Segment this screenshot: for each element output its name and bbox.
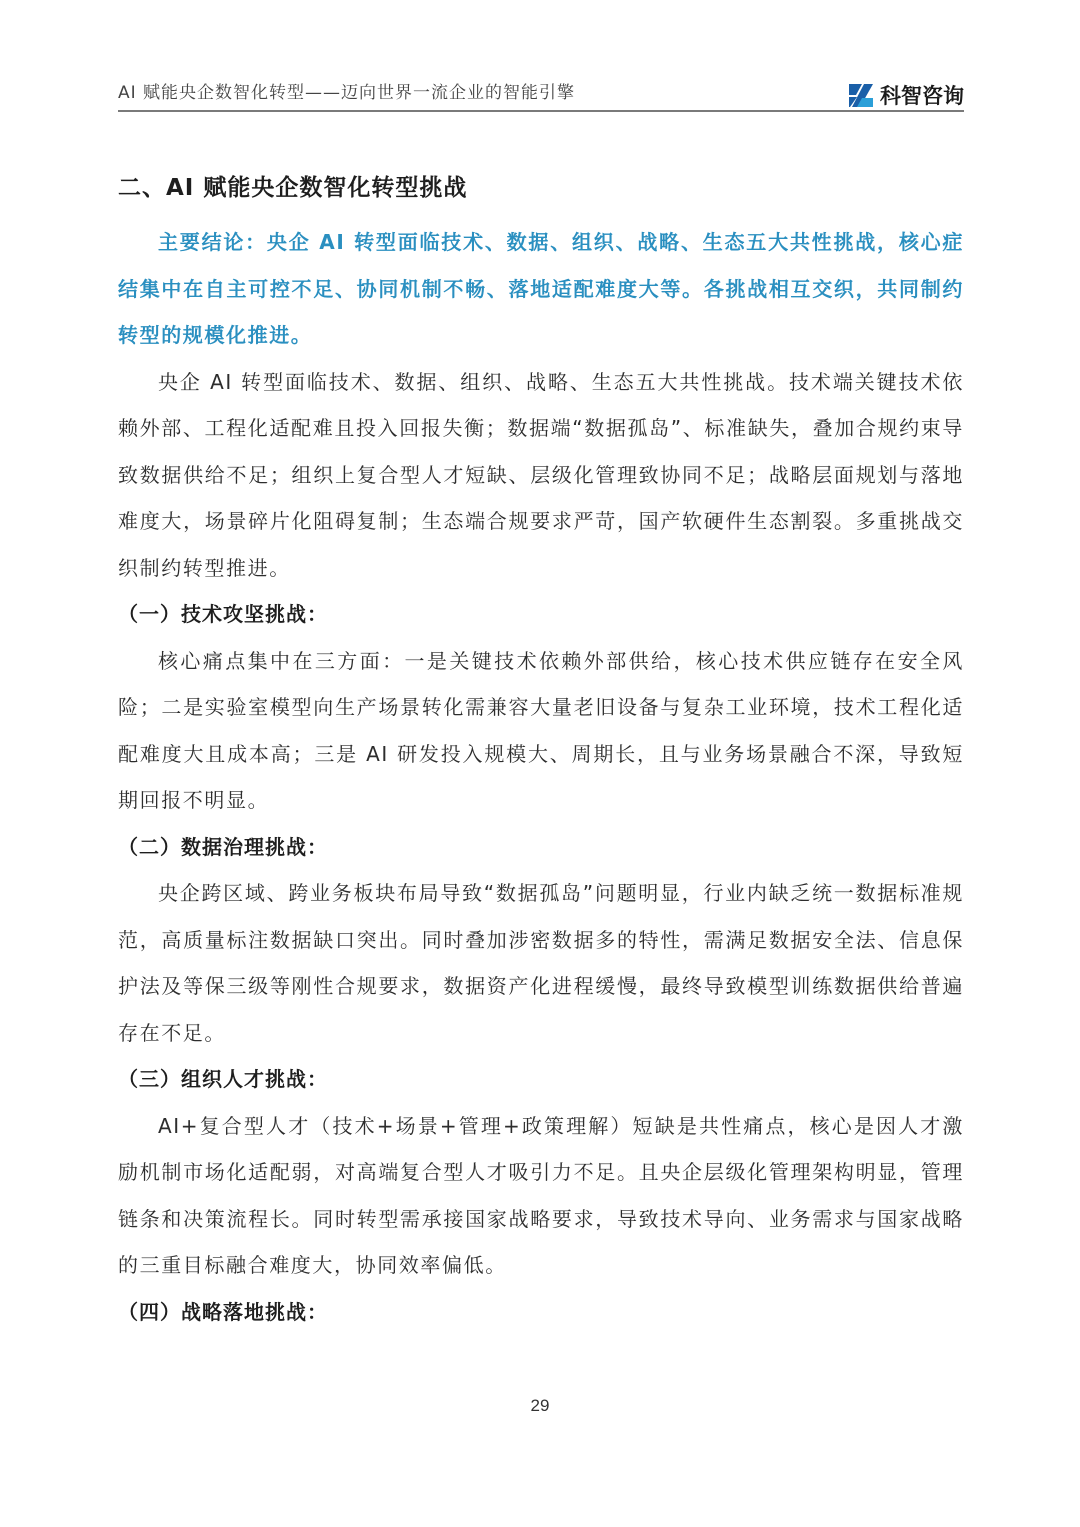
page-content	[118, 165, 964, 1335]
page-header	[118, 72, 964, 112]
main-conclusion: 主要结论：央企 AI 转型面临技术、数据、组织、战略、生态五大共性挑战，核心症结集中在自主可控不足、协同机制不畅、落地适配难度大等。各挑战相互交织，共同制约转型的规模化推进。	[118, 230, 964, 347]
page-number: 29	[530, 1396, 550, 1415]
subsection-heading-data: （二）数据治理挑战：	[118, 834, 328, 859]
header-title: AI 赋能央企数智化转型——迈向世界一流企业的智能引擎	[118, 83, 576, 103]
kezhi-logo-icon	[846, 80, 876, 110]
header-divider	[118, 110, 964, 112]
subsection-body-talent: AI+复合型人才（技术+场景+管理+政策理解）短缺是共性痛点，核心是因人才激励机制市场化适配弱，对高端复合型人才吸引力不足。且央企层级化管理架构明显，管理链条和决策流程长。同时转型需承接国家战略要求，导致技术导向、业务需求与国家战略的三重目标融合难度大，协同效率偏低。	[118, 1113, 964, 1277]
section-title: 二、AI 赋能央企数智化转型挑战	[118, 175, 468, 201]
subsection-heading-talent: （三）组织人才挑战：	[118, 1067, 328, 1091]
logo-text: 科智咨询	[880, 84, 964, 108]
subsection-body-data: 央企跨区域、跨业务板块布局导致“数据孤岛”问题明显，行业内缺乏统一数据标准规范，高质量标注数据缺口突出。同时叠加涉密数据多的特性，需满足数据安全法、信息保护法及等保三级等刚性合规要求，数据资产化进程缓慢，最终导致模型训练数据供给普遍存在不足。	[118, 881, 964, 1045]
intro-paragraph: 央企 AI 转型面临技术、数据、组织、战略、生态五大共性挑战。技术端关键技术依赖外部、工程化适配难且投入回报失衡；数据端“数据孤岛”、标准缺失，叠加合规约束导致数据供给不足；组织上复合型人才短缺、层级化管理致协同不足；战略层面规划与落地难度大，场景碎片化阻碍复制；生态端合规要求严苛，国产软硬件生态割裂。多重挑战交织制约转型推进。	[118, 369, 964, 580]
subsection-body-technology: 核心痛点集中在三方面：一是关键技术依赖外部供给，核心技术供应链存在安全风险；二是实验室模型向生产场景转化需兼容大量老旧设备与复杂工业环境，技术工程化适配难度大且成本高；三是 AI 研发投入规模大、周期长，且与业务场景融合不深，导致短期回报不明显。	[118, 648, 964, 812]
subsection-heading-technology: （一）技术攻坚挑战：	[118, 602, 328, 626]
company-logo	[846, 80, 964, 110]
subsection-heading-strategy: （四）战略落地挑战：	[118, 1299, 328, 1324]
